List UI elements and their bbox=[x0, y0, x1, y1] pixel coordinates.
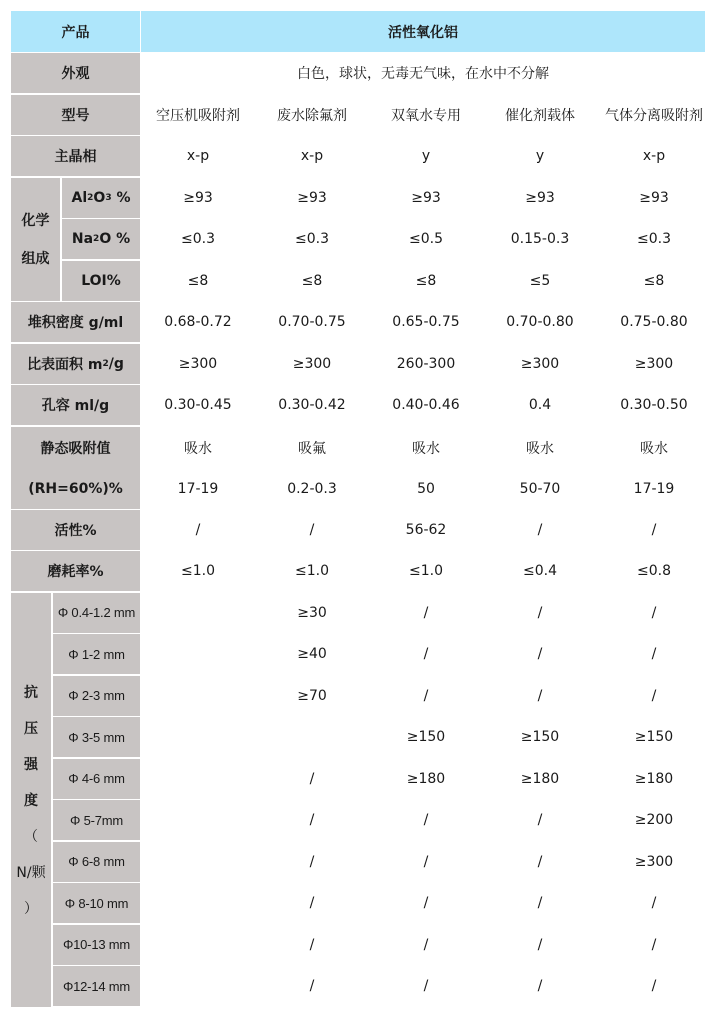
row-label-appearance: 外观 bbox=[11, 53, 140, 93]
row-label-diameter: Φ 1-2 mm bbox=[53, 634, 140, 674]
main-phase-value: y bbox=[369, 136, 483, 176]
sa-text: 比表面积 m bbox=[27, 356, 103, 373]
na2o-value: ≤0.3 bbox=[141, 219, 255, 259]
crush-strength-value: / bbox=[369, 634, 483, 674]
loi-value: ≤8 bbox=[369, 261, 483, 301]
adsorption-type: 吸水 bbox=[412, 441, 440, 457]
adsorption-type: 吸水 bbox=[640, 441, 668, 457]
crush-strength-value bbox=[141, 883, 255, 923]
bulk-density-value: 0.65-0.75 bbox=[369, 302, 483, 342]
static-adsorption-value bbox=[141, 427, 255, 509]
crush-strength-label-part: 压 bbox=[24, 720, 38, 737]
chemical-label-1: 化学 bbox=[21, 213, 50, 230]
crush-strength-label-part: N/颗 bbox=[16, 864, 46, 881]
crush-strength-value: / bbox=[483, 593, 597, 633]
crush-strength-value bbox=[141, 800, 255, 840]
crush-strength-value bbox=[141, 717, 255, 757]
crush-strength-value: / bbox=[369, 593, 483, 633]
crush-strength-value bbox=[141, 759, 255, 799]
static-label-1: 静态吸附值 bbox=[40, 441, 111, 457]
bulk-density-value: 0.70-0.80 bbox=[483, 302, 597, 342]
crush-strength-value: / bbox=[597, 634, 711, 674]
loi-value: ≤8 bbox=[597, 261, 711, 301]
crush-strength-value bbox=[141, 966, 255, 1006]
crush-strength-value: / bbox=[483, 634, 597, 674]
row-label-diameter: Φ 6-8 mm bbox=[53, 842, 140, 882]
adsorption-value: 0.2-0.3 bbox=[287, 481, 337, 497]
al-sub: 2 bbox=[87, 192, 94, 203]
loi-value: ≤8 bbox=[255, 261, 369, 301]
activity-value: / bbox=[483, 510, 597, 550]
pore-volume-value: 0.40-0.46 bbox=[369, 385, 483, 425]
crush-strength-value: ≥70 bbox=[255, 676, 369, 716]
activity-value: 56-62 bbox=[369, 510, 483, 550]
row-label-diameter: Φ10-13 mm bbox=[53, 925, 140, 965]
crush-strength-value: / bbox=[597, 883, 711, 923]
na2o-value: ≤0.3 bbox=[597, 219, 711, 259]
row-group-chemical bbox=[11, 178, 60, 302]
row-label-loi: LOI% bbox=[62, 261, 140, 301]
crush-strength-value: / bbox=[483, 676, 597, 716]
attrition-value: ≤0.8 bbox=[597, 551, 711, 591]
sa-tail: /g bbox=[108, 355, 124, 372]
al2o3-value: ≥93 bbox=[255, 178, 369, 218]
loi-value: ≤5 bbox=[483, 261, 597, 301]
surface-area-value: ≥300 bbox=[255, 344, 369, 384]
chemical-label-2: 组成 bbox=[21, 251, 50, 268]
crush-strength-value: / bbox=[255, 842, 369, 882]
al2o3-value: ≥93 bbox=[597, 178, 711, 218]
row-label-diameter: Φ 8-10 mm bbox=[53, 883, 140, 923]
static-adsorption-value bbox=[369, 427, 483, 509]
surface-area-value: ≥300 bbox=[141, 344, 255, 384]
crush-strength-value: / bbox=[255, 966, 369, 1006]
crush-strength-value: / bbox=[597, 925, 711, 965]
al2o3-value: ≥93 bbox=[141, 178, 255, 218]
crush-strength-value: / bbox=[369, 842, 483, 882]
attrition-value: ≤0.4 bbox=[483, 551, 597, 591]
main-phase-value: x-p bbox=[141, 136, 255, 176]
attrition-value: ≤1.0 bbox=[369, 551, 483, 591]
row-label-bulk-density: 堆积密度 g/ml bbox=[11, 302, 140, 342]
model-value: 废水除氟剂 bbox=[255, 95, 369, 135]
row-group-crush-strength bbox=[11, 593, 51, 1007]
pore-volume-value: 0.30-0.45 bbox=[141, 385, 255, 425]
crush-strength-value bbox=[141, 634, 255, 674]
surface-area-value: 260-300 bbox=[369, 344, 483, 384]
main-phase-value: x-p bbox=[597, 136, 711, 176]
crush-strength-label-part: ） bbox=[24, 900, 38, 917]
row-label-surface-area bbox=[11, 344, 140, 384]
o-pct-text: O % bbox=[99, 231, 131, 247]
adsorption-value: 17-19 bbox=[633, 481, 675, 497]
crush-strength-value: / bbox=[255, 800, 369, 840]
crush-strength-value: ≥150 bbox=[483, 717, 597, 757]
activity-value: / bbox=[255, 510, 369, 550]
na-text: Na bbox=[71, 231, 94, 247]
al-text: Al bbox=[71, 189, 88, 206]
crush-strength-value: / bbox=[255, 759, 369, 799]
header-product-label: 产品 bbox=[11, 11, 140, 52]
model-value: 双氧水专用 bbox=[369, 95, 483, 135]
crush-strength-value: / bbox=[483, 800, 597, 840]
crush-strength-label-part: 抗 bbox=[24, 684, 38, 701]
crush-strength-value: / bbox=[483, 842, 597, 882]
crush-strength-label-part: 强 bbox=[24, 756, 38, 773]
pore-volume-value: 0.30-0.42 bbox=[255, 385, 369, 425]
row-label-na2o bbox=[62, 219, 140, 259]
row-label-main-phase: 主晶相 bbox=[11, 136, 140, 176]
attrition-value: ≤1.0 bbox=[255, 551, 369, 591]
main-phase-value: x-p bbox=[255, 136, 369, 176]
activity-value: / bbox=[597, 510, 711, 550]
appearance-value: 白色，球状，无毒无气味，在水中不分解 bbox=[141, 53, 705, 93]
adsorption-type: 吸水 bbox=[184, 441, 212, 457]
surface-area-value: ≥300 bbox=[597, 344, 711, 384]
al2o3-value: ≥93 bbox=[483, 178, 597, 218]
row-label-diameter: Φ 2-3 mm bbox=[53, 676, 140, 716]
crush-strength-value: / bbox=[255, 883, 369, 923]
adsorption-value: 17-19 bbox=[177, 481, 219, 497]
na2o-value: ≤0.3 bbox=[255, 219, 369, 259]
crush-strength-value: / bbox=[369, 676, 483, 716]
pct-text: % bbox=[111, 189, 131, 206]
crush-strength-value bbox=[141, 842, 255, 882]
model-value: 空压机吸附剂 bbox=[141, 95, 255, 135]
attrition-value: ≤1.0 bbox=[141, 551, 255, 591]
static-label-2: (RH=60%)% bbox=[28, 481, 123, 497]
crush-strength-value: / bbox=[483, 925, 597, 965]
row-label-attrition: 磨耗率% bbox=[11, 551, 140, 591]
o-sub: 3 bbox=[105, 192, 112, 203]
na2o-value: 0.15-0.3 bbox=[483, 219, 597, 259]
bulk-density-value: 0.75-0.80 bbox=[597, 302, 711, 342]
surface-area-value: ≥300 bbox=[483, 344, 597, 384]
bulk-density-value: 0.70-0.75 bbox=[255, 302, 369, 342]
row-label-diameter: Φ 3-5 mm bbox=[53, 717, 140, 757]
static-adsorption-value bbox=[483, 427, 597, 509]
crush-strength-value: ≥40 bbox=[255, 634, 369, 674]
crush-strength-value: / bbox=[597, 966, 711, 1006]
crush-strength-value: / bbox=[255, 925, 369, 965]
model-value: 气体分离吸附剂 bbox=[597, 95, 711, 135]
activity-value: / bbox=[141, 510, 255, 550]
row-label-diameter: Φ 4-6 mm bbox=[53, 759, 140, 799]
crush-strength-value: / bbox=[369, 800, 483, 840]
crush-strength-value: / bbox=[369, 966, 483, 1006]
na2o-value: ≤0.5 bbox=[369, 219, 483, 259]
pore-volume-value: 0.4 bbox=[483, 385, 597, 425]
adsorption-value: 50 bbox=[417, 481, 435, 497]
crush-strength-value bbox=[255, 717, 369, 757]
crush-strength-value bbox=[141, 925, 255, 965]
static-adsorption-value bbox=[597, 427, 711, 509]
crush-strength-value: ≥180 bbox=[369, 759, 483, 799]
static-adsorption-value bbox=[255, 427, 369, 509]
crush-strength-value: ≥200 bbox=[597, 800, 711, 840]
crush-strength-value: ≥150 bbox=[597, 717, 711, 757]
row-label-al2o3 bbox=[62, 178, 140, 218]
crush-strength-value: / bbox=[483, 883, 597, 923]
row-label-diameter: Φ12-14 mm bbox=[53, 966, 140, 1006]
header-product-name: 活性氧化铝 bbox=[141, 11, 705, 52]
sa-sup: 2 bbox=[102, 358, 109, 369]
bulk-density-value: 0.68-0.72 bbox=[141, 302, 255, 342]
adsorption-type: 吸水 bbox=[526, 441, 554, 457]
crush-strength-value: ≥30 bbox=[255, 593, 369, 633]
crush-strength-value bbox=[141, 676, 255, 716]
crush-strength-value: / bbox=[597, 676, 711, 716]
main-phase-value: y bbox=[483, 136, 597, 176]
crush-strength-value: ≥180 bbox=[597, 759, 711, 799]
crush-strength-value: / bbox=[597, 593, 711, 633]
o-text: O bbox=[93, 189, 106, 206]
crush-strength-value: ≥150 bbox=[369, 717, 483, 757]
crush-strength-value: ≥300 bbox=[597, 842, 711, 882]
crush-strength-value: / bbox=[369, 883, 483, 923]
crush-strength-value: / bbox=[483, 966, 597, 1006]
row-label-diameter: Φ 0.4-1.2 mm bbox=[53, 593, 140, 633]
al2o3-value: ≥93 bbox=[369, 178, 483, 218]
row-label-activity: 活性% bbox=[11, 510, 140, 550]
loi-value: ≤8 bbox=[141, 261, 255, 301]
crush-strength-value: ≥180 bbox=[483, 759, 597, 799]
row-label-model: 型号 bbox=[11, 95, 140, 135]
row-label-pore-volume: 孔容 ml/g bbox=[11, 385, 140, 425]
adsorption-type: 吸氟 bbox=[298, 441, 326, 457]
na-sub: 2 bbox=[93, 234, 100, 244]
crush-strength-value bbox=[141, 593, 255, 633]
adsorption-value: 50-70 bbox=[519, 481, 561, 497]
crush-strength-label-part: 度 bbox=[24, 792, 38, 809]
crush-strength-value: / bbox=[369, 925, 483, 965]
model-value: 催化剂载体 bbox=[483, 95, 597, 135]
crush-strength-label-part: （ bbox=[24, 828, 38, 845]
row-label-diameter: Φ 5-7mm bbox=[53, 800, 140, 840]
row-label-static-adsorption bbox=[11, 427, 140, 509]
pore-volume-value: 0.30-0.50 bbox=[597, 385, 711, 425]
